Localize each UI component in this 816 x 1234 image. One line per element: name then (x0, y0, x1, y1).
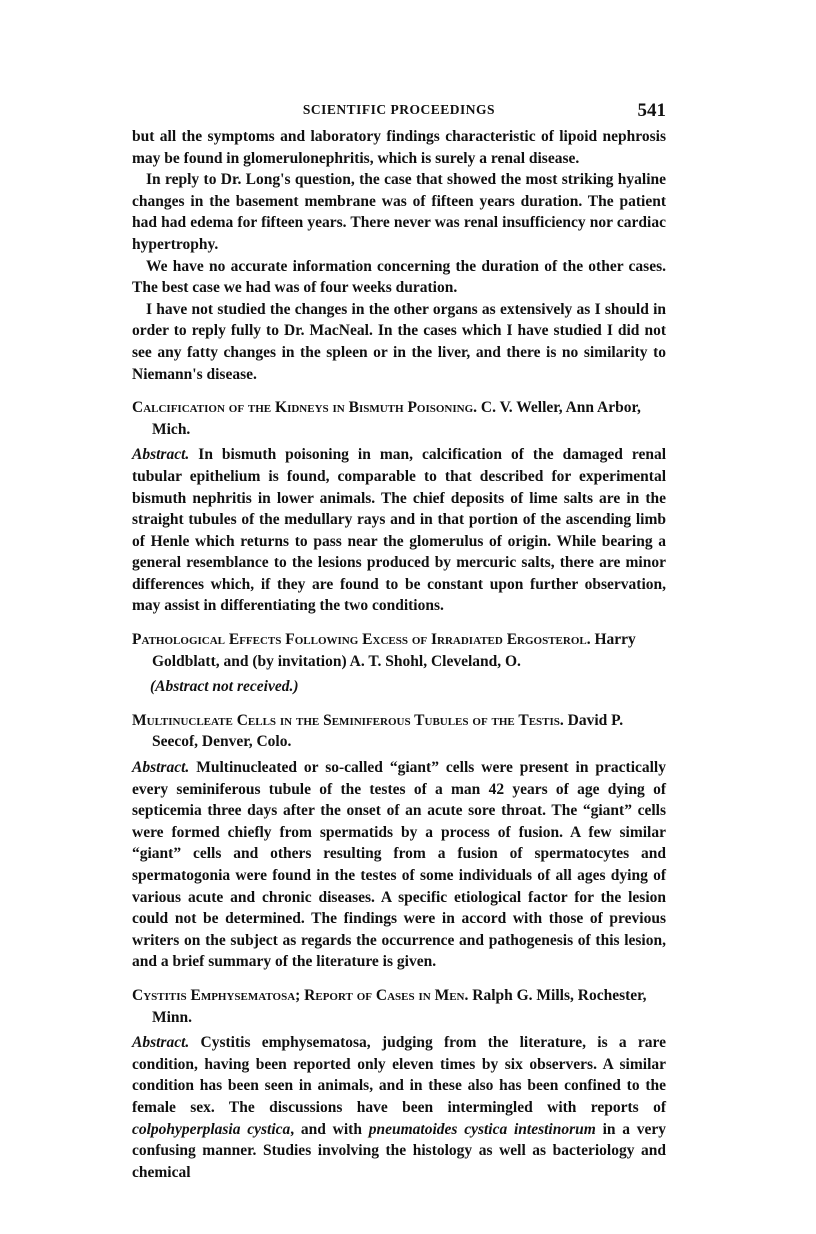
abstract-label: Abstract. (132, 1034, 190, 1052)
abstract-label: Abstract. (132, 446, 190, 464)
running-head (132, 100, 666, 126)
term-pneumatoides: pneumatoides cystica intestinorum (368, 1120, 596, 1138)
abstract-text-part-1: Cystitis emphysematosa, judging from the literature, is a rare condition, having been reported only eleven times by six observers. A similar condition has been seen in animals, and in these also has been confined to the female sex. The discussions have been intermingled with reports of (132, 1034, 667, 1116)
abstract-label: Abstract. (132, 759, 190, 777)
abstract-bismuth (132, 444, 666, 617)
article-authors: C. V. Weller, Ann Arbor, Mich. (152, 399, 641, 438)
article-title-text: Multinucleate Cells in the Seminiferous Tubules of the Testis. (132, 711, 564, 729)
abstract-text: Multinucleated or so-called “giant” cells were present in practically every seminiferous tubule of the testes of a man 42 years of age dying of septicemia three days after the onset of an acute sore throat. The “giant” cells were formed chiefly from spermatids by a process of fusion. A few similar “giant” cells and others resulting from a fusion of spermatocytes and spermatogonia were found in the testes of some individuals of all ages dying of various acute and chronic diseases. A specific etiological factor for the lesion could not be determined. The findings were in accord with those of previous writers on the subject as regards the occurrence and pathogenesis of this lesion, and a brief summary of the literature is given. (132, 759, 666, 971)
abstract-not-received-note (150, 676, 666, 698)
page-number: 541 (637, 100, 666, 121)
continuation-paragraph-4: I have not studied the changes in the other organs as extensively as I should in order to reply fully to Dr. MacNeal. In the cases which I have studied I did not see any fatty changes in the spleen or in the liver, and there is no similarity to Niemann's disease. (132, 300, 666, 383)
running-title: SCIENTIFIC PROCEEDINGS (302, 102, 496, 117)
abstract-cystitis (132, 1032, 666, 1183)
article-title-text: Pathological Effects Following Excess of Irradiated Ergosterol. (132, 631, 591, 649)
abstract-text: In bismuth poisoning in man, calcification of the damaged renal tubular epithelium is found, comparable to that described for experimental bismuth nephritis in lower animals. The chief deposits of lime salts are in the straight tubules of the medullary rays and in that portion of the ascending limb of Henle which returns to pass near the glomerulus of origin. While bearing a general resemblance to the lesions produced by mercuric salts, there are minor differences which, if they are found to be constant upon further observation, may assist in differentiating the two conditions. (132, 446, 667, 615)
article-title-bismuth (132, 397, 666, 440)
article-authors: Harry Goldblatt, and (by invitation) A. T. Shohl, Cleveland, O. (152, 631, 636, 670)
term-colpohyperplasia: colpohyperplasia cystica (132, 1120, 291, 1138)
page (132, 100, 666, 1183)
abstract-text-part-3: in a very confusing manner. Studies involving the histology as well as bacteriology and chemical (132, 1120, 667, 1181)
note-text: (Abstract not received.) (150, 678, 299, 696)
continuation-paragraph-3: We have no accurate information concerning the duration of the other cases. The best case we had was of four weeks duration. (132, 257, 666, 297)
article-authors: David P. Seecof, Denver, Colo. (152, 711, 624, 751)
article-title-text: Calcification of the Kidneys in Bismuth Poisoning. (132, 399, 478, 417)
article-title-cystitis (132, 985, 666, 1028)
article-title-text: Cystitis Emphysematosa; Report of Cases in Men. (132, 986, 469, 1004)
continuation-paragraph-1: but all the symptoms and laboratory findings characteristic of lipoid nephrosis may be found in glomerulonephritis, which is surely a renal disease. (132, 128, 666, 167)
article-authors: Ralph G. Mills, Rochester, Minn. (152, 986, 647, 1026)
article-title-multinucleate (132, 710, 666, 753)
abstract-text-part-2: , and with (290, 1120, 362, 1138)
continuation-paragraph-2: In reply to Dr. Long's question, the case that showed the most striking hyaline changes in the basement membrane was of fifteen years duration. The patient had had edema for fifteen years. There never was renal insufficiency nor cardiac hypertrophy. (132, 171, 666, 253)
article-title-ergosterol (132, 629, 666, 672)
abstract-multinucleate (132, 757, 666, 973)
